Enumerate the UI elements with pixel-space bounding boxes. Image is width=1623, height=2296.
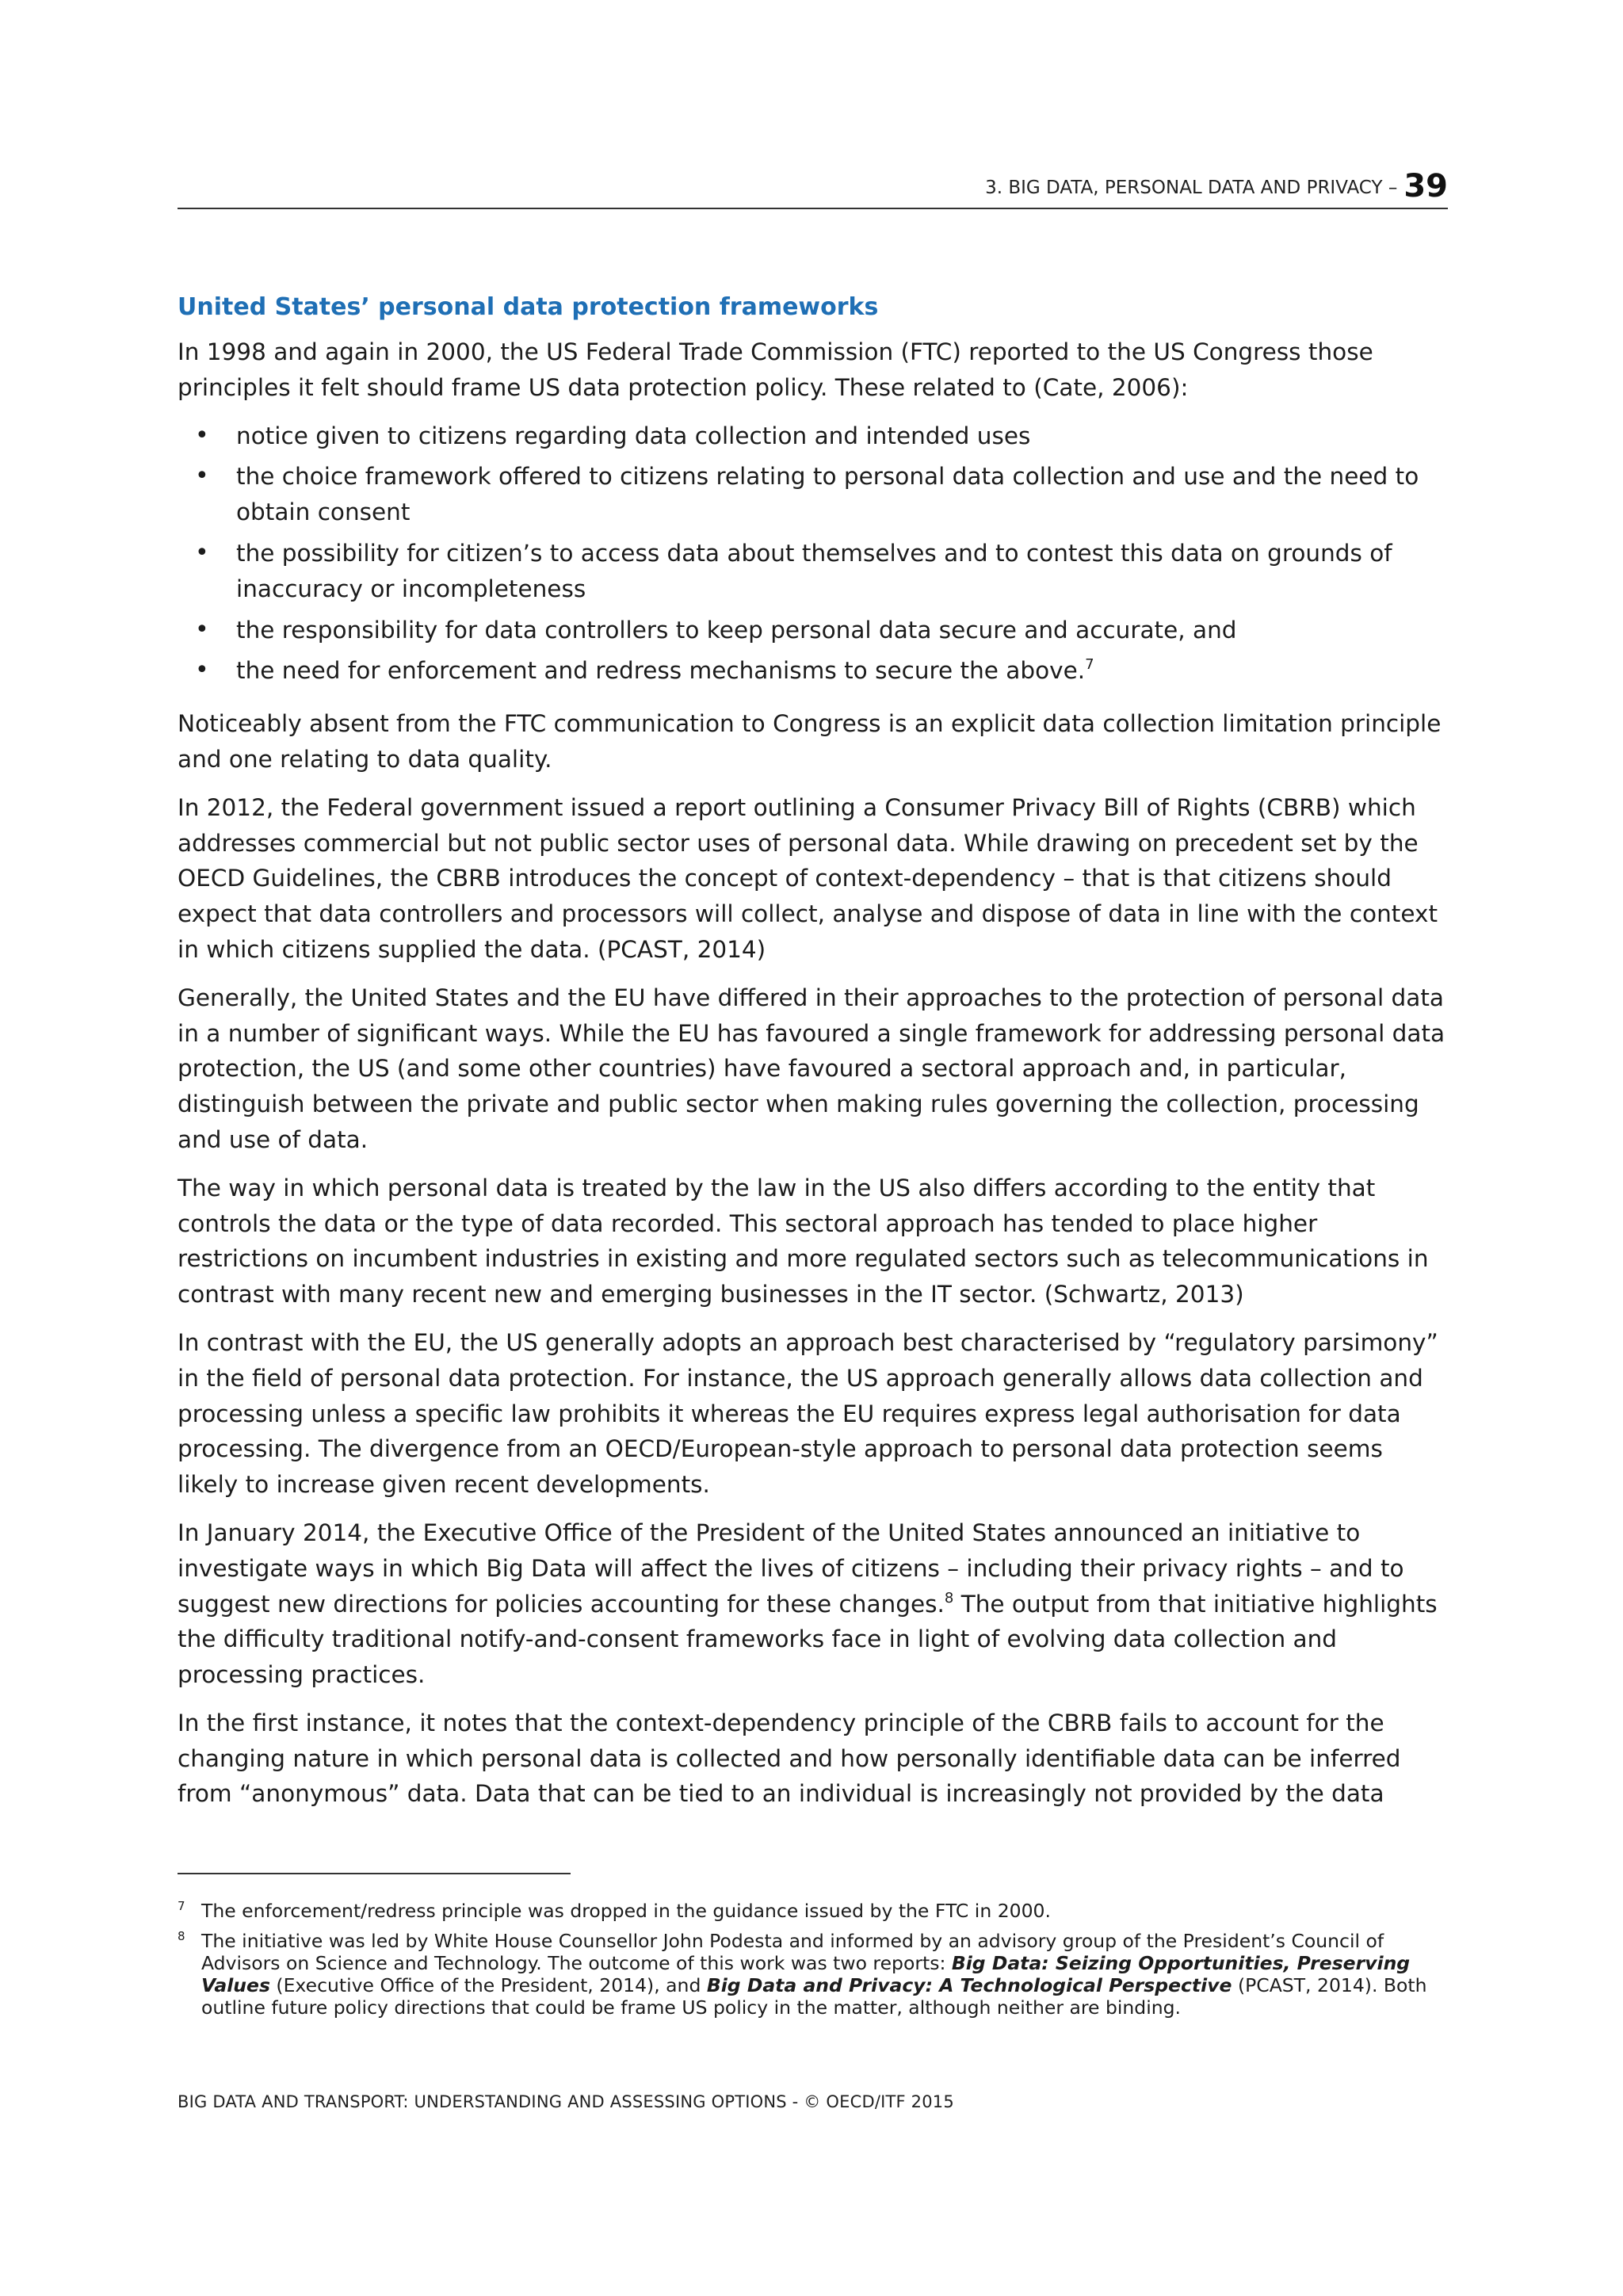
list-item — [178, 459, 1449, 530]
report-title: Big Data: Seizing Opportunities, Preserving Values — [201, 1952, 1411, 1996]
footnote-text: (PCAST, 2014). Both outline future policy directions that could be frame US policy in the matter, although neither are binding. — [201, 1974, 1427, 2019]
section-title: United States’ personal data protection frameworks — [178, 293, 879, 321]
bullet-icon: • — [195, 538, 209, 567]
footnotes — [178, 1900, 1449, 2027]
header-rule — [178, 208, 1448, 209]
paragraph: Noticeably absent from the FTC communication to Congress is an explicit data collection limitation principle and one relating to data quality. — [178, 710, 1442, 773]
list-item-text: notice given to citizens regarding data collection and intended uses — [236, 422, 1031, 449]
paragraph: Generally, the United States and the EU have differed in their approaches to the protection of personal data in a number of significant ways. While the EU has favoured a single framework for addressing personal data protection, the US (and some other countries) have favoured a sectoral approach and, in particular, distinguish between the private and public sector when making rules governing the collection, processing and use of data. — [178, 984, 1445, 1153]
paragraph: In the first instance, it notes that the context-dependency principle of the CBRB fails to account for the changing nature in which personal data is collected and how personally identifiable data can be inferred from “anonymous” data. Data that can be tied to an individual is increasingly not provided by the data — [178, 1709, 1401, 1808]
footnote-ref[interactable]: 7 — [1085, 656, 1094, 674]
list-item — [178, 613, 1449, 648]
footnote-rule — [178, 1873, 571, 1874]
paragraph: The way in which personal data is treated by the law in the US also differs according to the entity that controls the data or the type of data recorded. This sectoral approach has tended to place higher restrictions on incumbent industries in existing and more regulated sectors such as telecommunications in contrast with many recent new and emerging businesses in the IT sector. (Schwartz, 2013) — [178, 1174, 1429, 1308]
paragraph: In 1998 and again in 2000, the US Federal Trade Commission (FTC) reported to the US Congress those principles it felt should frame US data protection policy. These related to (Cate, 2006): — [178, 338, 1373, 401]
list-item — [178, 418, 1449, 454]
footnote-text: (Executive Office of the President, 2014), and — [269, 1974, 707, 1996]
list-item-text: the possibility for citizen’s to access data about themselves and to contest this data on grounds of inaccuracy or incompleteness — [236, 539, 1392, 602]
list-item-text: the need for enforcement and redress mechanisms to secure the above. — [236, 657, 1086, 685]
footnote-ref[interactable]: 8 — [944, 1589, 954, 1606]
bullet-icon: • — [195, 421, 209, 449]
body-text — [178, 290, 1449, 1824]
list-item — [178, 536, 1449, 607]
list-item-text: the choice framework offered to citizens relating to personal data collection and use and the need to obtain consent — [236, 463, 1419, 526]
footnote — [178, 1930, 1449, 2019]
report-title: Big Data and Privacy: A Technological Perspective — [706, 1974, 1232, 1996]
running-header-title: 3. BIG DATA, PERSONAL DATA AND PRIVACY – — [985, 178, 1398, 198]
paragraph-text: In January 2014, the Executive Office of the President of the United States announced an initiative to investigate ways in which Big Data will affect the lives of citizens – including their privacy rights – and to suggest new directions for policies accounting for these changes. — [178, 1519, 1404, 1618]
principles-list — [178, 418, 1449, 690]
bullet-icon: • — [195, 462, 209, 491]
paragraph: In 2012, the Federal government issued a report outlining a Consumer Privacy Bill of Rights (CBRB) which addresses commercial but not public sector uses of personal data. While drawing on precedent set by the OECD Guidelines, the CBRB introduces the concept of context-dependency – that is that citizens should expect that data controllers and processors will collect, analyse and dispose of data in line with the context in which citizens supplied the data. (PCAST, 2014) — [178, 793, 1438, 963]
paragraph — [178, 1515, 1449, 1693]
running-header — [178, 168, 1448, 204]
running-footer: BIG DATA AND TRANSPORT: UNDERSTANDING AND ASSESSING OPTIONS - © OECD/ITF 2015 — [178, 2092, 954, 2111]
page-number: 39 — [1403, 168, 1448, 204]
list-item — [178, 653, 1449, 689]
footnote — [178, 1900, 1449, 1922]
paragraph-text: The output from that initiative highlights the difficulty traditional notify-and-consent frameworks face in light of evolving data collection and processing practices. — [178, 1590, 1438, 1689]
footnote-number: 7 — [178, 1899, 185, 1913]
footnote-number: 8 — [178, 1929, 185, 1943]
bullet-icon: • — [195, 615, 209, 644]
list-item-text: the responsibility for data controllers to keep personal data secure and accurate, and — [236, 616, 1237, 644]
paragraph: In contrast with the EU, the US generally adopts an approach best characterised by “regulatory parsimony” in the field of personal data protection. For instance, the US approach generally allows data collection and processing unless a specific law prohibits it whereas the EU requires express legal authorisation for data processing. The divergence from an OECD/European-style approach to personal data protection seems likely to increase given recent developments. — [178, 1328, 1438, 1499]
footnote-text: The initiative was led by White House Counsellor John Podesta and informed by an advisory group of the President’s Council of Advisors on Science and Technology. The outcome of this work was two reports: — [201, 1930, 1384, 1974]
footnote-text: The enforcement/redress principle was dropped in the guidance issued by the FTC in 2000. — [201, 1900, 1051, 1922]
bullet-icon: • — [195, 656, 209, 685]
